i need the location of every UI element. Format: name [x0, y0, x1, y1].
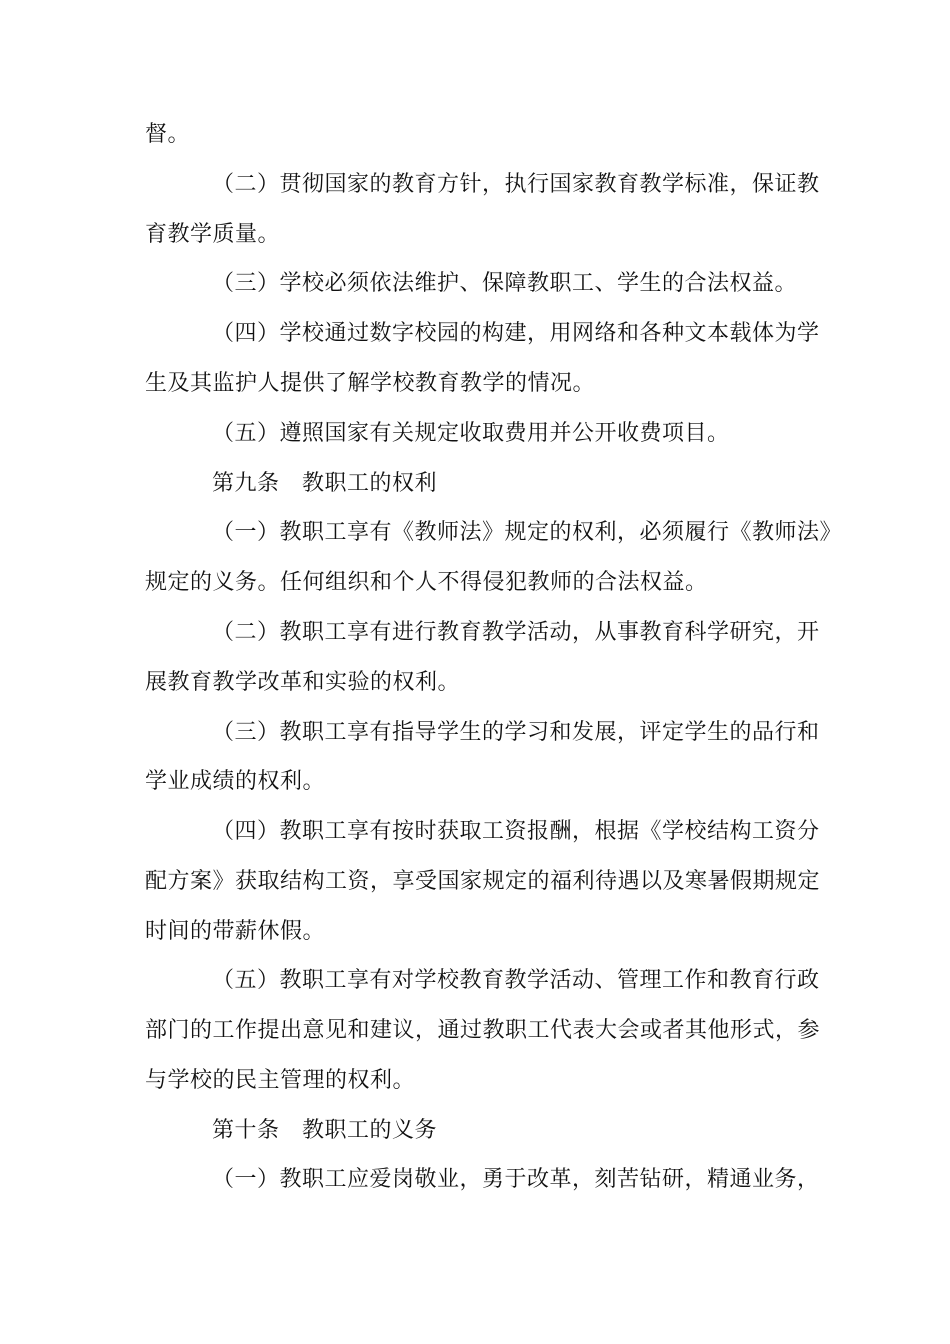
paragraph-line: 配方案》获取结构工资，享受国家规定的福利待遇以及寒暑假期规定 — [145, 869, 821, 894]
paragraph-line: 规定的义务。任何组织和个人不得侵犯教师的合法权益。 — [145, 570, 708, 595]
paragraph-line: 与学校的民主管理的权利。 — [145, 1068, 416, 1093]
section-heading: 第九条 教职工的权利 — [212, 471, 438, 496]
paragraph-line: 督。 — [145, 122, 191, 147]
section-heading: 第十条 教职工的义务 — [212, 1118, 438, 1143]
paragraph-line: 部门的工作提出意见和建议，通过教职工代表大会或者其他形式，参 — [145, 1018, 821, 1043]
paragraph-line: （四）学校通过数字校园的构建，用网络和各种文本载体为学 — [212, 321, 820, 346]
paragraph-line: （五）教职工享有对学校教育教学活动、管理工作和教育行政 — [212, 968, 820, 993]
paragraph-line: 学业成绩的权利。 — [145, 769, 326, 794]
paragraph-line: （三）学校必须依法维护、保障教职工、学生的合法权益。 — [212, 271, 798, 296]
paragraph-line: 育教学质量。 — [145, 222, 281, 247]
paragraph-line: （二）教职工享有进行教育教学活动，从事教育科学研究，开 — [212, 620, 820, 645]
paragraph-line: （五）遵照国家有关规定收取费用并公开收费项目。 — [212, 421, 730, 446]
paragraph-line: 时间的带薪休假。 — [145, 919, 326, 944]
paragraph-line: （一）教职工应爱岗敬业，勇于改革，刻苦钻研，精通业务， — [212, 1167, 820, 1192]
paragraph-line: （二）贯彻国家的教育方针，执行国家教育教学标准，保证教 — [212, 172, 820, 197]
paragraph-line: 展教育教学改革和实验的权利。 — [145, 670, 461, 695]
paragraph-line: （四）教职工享有按时获取工资报酬，根据《学校结构工资分 — [212, 819, 820, 844]
paragraph-line: （三）教职工享有指导学生的学习和发展，评定学生的品行和 — [212, 720, 820, 745]
paragraph-line: （一）教职工享有《教师法》规定的权利，必须履行《教师法》 — [212, 520, 843, 545]
paragraph-line: 生及其监护人提供了解学校教育教学的情况。 — [145, 371, 596, 396]
